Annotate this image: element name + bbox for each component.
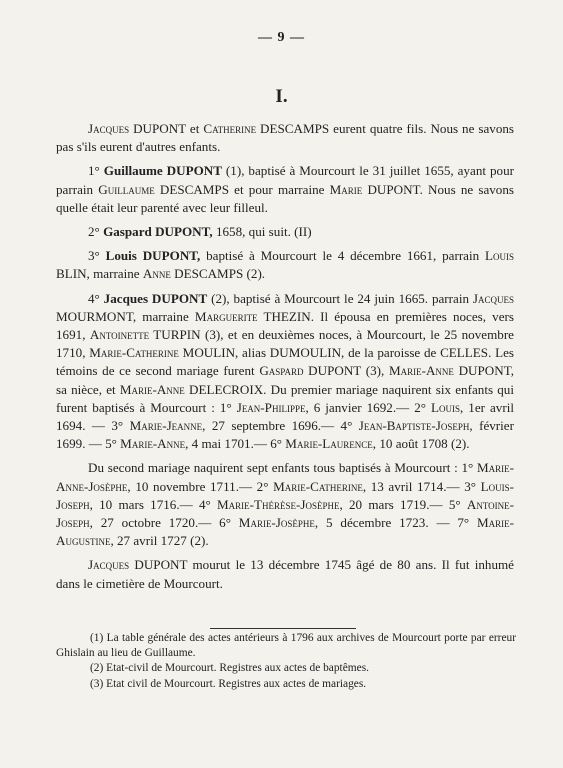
person-name: Guillaume DUPONT [103, 163, 222, 179]
person-name: Louis DUPONT, [105, 248, 201, 264]
text-run: , 10 mars 1716.— 4° [89, 496, 217, 512]
text-run: (1), baptisé à Mourcourt le 31 juillet 1655, ayant pour parrain [56, 163, 514, 197]
given-name: Marie-Catherine [273, 478, 363, 494]
text-run: , 20 mars 1719.— 5° [339, 496, 467, 512]
text-run: et [189, 121, 200, 136]
item-number: 3° [88, 248, 106, 264]
text-run: DUPONT. Nous ne savons quelle était leur parenté avec leur filleul. [56, 181, 514, 215]
given-name: Jacques [472, 290, 515, 306]
given-name: Jean-Philippe [236, 399, 306, 415]
text-run: , 10 novembre 1711.— 2° [127, 478, 274, 494]
text-run: 1658, qui suit. (II) [212, 224, 312, 240]
paragraph-gaspard [56, 223, 514, 241]
text-run: DUPONT (3), [303, 363, 389, 379]
text-run: , 5 décembre 1723. — 7° [314, 515, 477, 531]
given-name: Marie-Josèphe [238, 515, 315, 531]
given-name: Marie-Thérèse-Josèphe [217, 496, 340, 512]
text-run: DESCAMPS (2). [170, 266, 266, 282]
footnote-separator [210, 628, 356, 629]
text-run: TURPIN (3), et en deuxièmes noces, à Mourcourt, le 25 novembre 1710, [56, 327, 514, 361]
given-name: Jacques [88, 557, 130, 573]
given-name: Louis-Joseph [56, 478, 514, 512]
person-name: Gaspard DUPONT, [103, 224, 213, 240]
given-name: Jean-Baptiste-Joseph [358, 418, 470, 434]
surname: DUPONT [133, 121, 186, 136]
given-name: Antoinette [89, 327, 150, 343]
text-run: , 6 janvier 1692.— 2° [305, 399, 431, 415]
given-name: Anne [142, 266, 171, 282]
given-name: Antoine-Joseph [56, 496, 515, 531]
given-name: Louis [485, 248, 515, 264]
text-run: DELECROIX. Du premier mariage naquirent six enfants qui furent baptisés à Mourcourt : 1° [56, 381, 514, 415]
text-run: BLIN, marraine [56, 266, 143, 282]
given-name: Marie-Anne [388, 363, 454, 379]
given-name: Marie-Augustine [56, 515, 514, 549]
footnotes [56, 631, 516, 692]
paragraph-guillaume [56, 162, 514, 217]
text-run: THEZIN. Il épousa en premières noces, vers 1691, [56, 308, 514, 343]
text-run: , 1er avril 1694. — 3° [56, 399, 514, 434]
paragraph-second-marriage [56, 459, 514, 550]
text-run: , 4 mai 1701.— 6° [185, 436, 286, 452]
footnote: (1) La table générale des actes antérieurs à 1796 aux archives de Mourcourt porte par erreur Ghislain au lieu de Guillaume. [56, 632, 516, 660]
given-name: Marie-Laurence [285, 436, 373, 452]
text-run: , 13 avril 1714.— 3° [362, 478, 481, 494]
text-run: DUPONT, sa nièce, et [56, 363, 514, 397]
paragraph-intro [56, 120, 514, 156]
given-name: Catherine [203, 121, 257, 136]
body-text [56, 120, 514, 599]
item-number: 2° [88, 224, 104, 240]
given-name: Marie-Anne [120, 436, 186, 452]
text-run: DUPONT mourut le 13 décembre 1745 âgé de 80 ans. Il fut inhumé dans le cimetière de Mourcourt. [56, 557, 514, 591]
paragraph-jacques [56, 290, 514, 454]
text-run: , février 1699. — 5° [56, 418, 514, 452]
text-run: MOULIN, alias DUMOULIN, de la paroisse de CELLES. Les témoins de ce second mariage furent [56, 345, 514, 379]
given-name: Marie [329, 181, 363, 197]
given-name: Louis [431, 399, 460, 415]
text-run: (2), baptisé à Mourcourt le 24 juin 1665. parrain [207, 290, 473, 306]
given-name: Jacques [88, 121, 130, 136]
item-number: 1° [88, 163, 104, 179]
text-run: , 27 avril 1727 (2). [110, 533, 209, 549]
paragraph-death [56, 556, 514, 592]
person-name: Jacques DUPONT [103, 290, 208, 306]
page-number: — 9 — [258, 30, 305, 45]
given-name: Gaspard [259, 363, 304, 379]
item-number: 4° [88, 290, 104, 306]
text-run: , 27 octobre 1720.— 6° [89, 515, 239, 531]
footnote: (3) Etat civil de Mourcourt. Registres aux actes de mariages. [90, 677, 367, 690]
text-run: baptisé à Mourcourt le 4 décembre 1661, parrain [200, 248, 486, 264]
text-run: , 27 septembre 1696.— 4° [202, 418, 359, 434]
paragraph-louis [56, 247, 514, 283]
given-name: Marie-Catherine [89, 345, 179, 361]
text-run: eurent quatre fils. Nous ne savons pas s'ils eurent d'autres enfants. [56, 121, 515, 155]
text-run: Du second mariage naquirent sept enfants tous baptisés à Mourcourt : 1° [88, 460, 477, 476]
text-run: MOURMONT, marraine [56, 308, 195, 324]
text-run: DESCAMPS et pour marraine [154, 181, 330, 197]
chapter-heading: I. [275, 86, 288, 107]
footnote: (2) Etat-civil de Mourcourt. Registres aux actes de baptêmes. [90, 662, 369, 675]
given-name: Guillaume [98, 181, 155, 197]
given-name: Marie-Anne [119, 381, 185, 397]
surname: DESCAMPS [260, 121, 330, 136]
given-name: Marie-Jeanne [129, 418, 203, 434]
given-name: Marie-Anne-Josèphe [56, 460, 514, 494]
text-run: , 10 août 1708 (2). [372, 436, 470, 452]
given-name: Marguerite [194, 308, 258, 324]
